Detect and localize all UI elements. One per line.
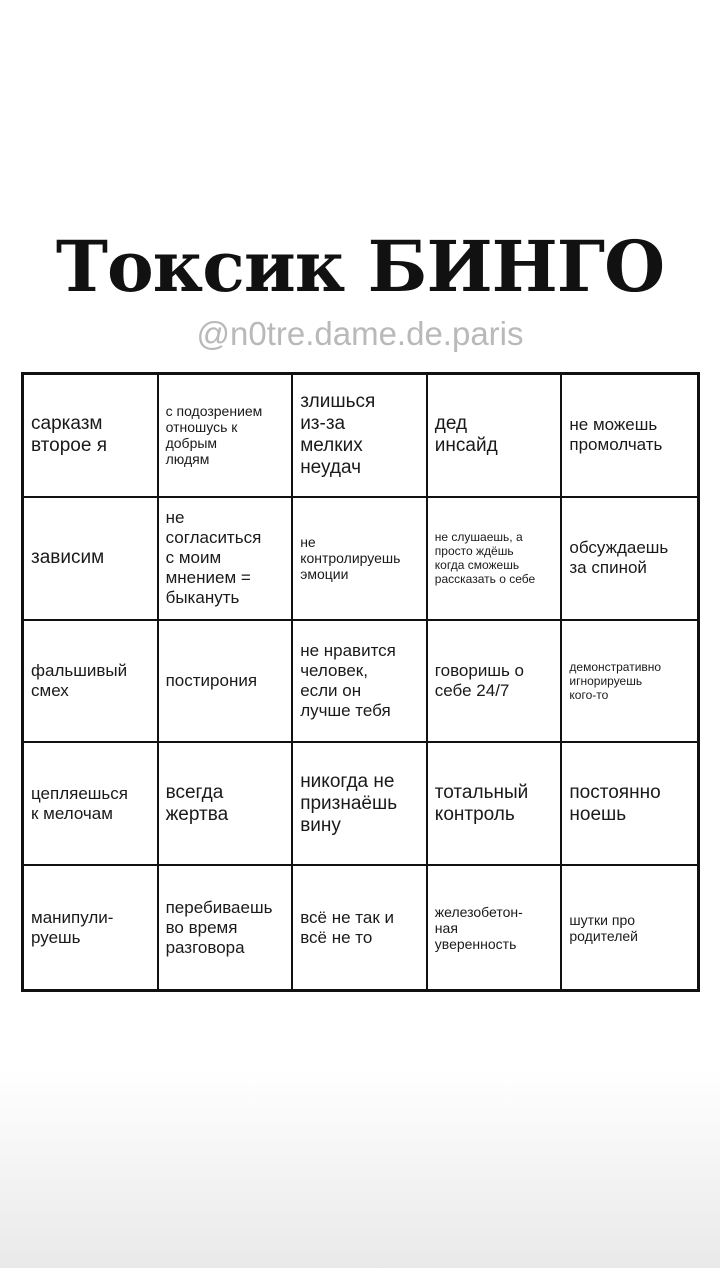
- bingo-cell[interactable]: сарказм второе я: [24, 375, 159, 498]
- bingo-cell[interactable]: дед инсайд: [428, 375, 563, 498]
- bingo-cell[interactable]: шутки про родителей: [569, 911, 638, 944]
- bingo-cell[interactable]: не слушаешь, а просто ждёшь когда сможешь рассказать о себе: [428, 498, 563, 621]
- bingo-cell[interactable]: с подозрением отношусь к добрым людям: [159, 375, 294, 498]
- bingo-cell[interactable]: зависим: [24, 498, 159, 621]
- bingo-cell[interactable]: цепляешься к мелочам: [24, 743, 159, 866]
- bingo-cell[interactable]: железобетон- ная уверенность: [428, 866, 563, 989]
- bingo-cell[interactable]: постоянно ноешь: [562, 743, 697, 866]
- bingo-cell[interactable]: никогда не признаёшь вину: [293, 743, 428, 866]
- bingo-cell[interactable]: не согласиться с моим мнением = быкануть: [159, 498, 294, 621]
- bingo-cell[interactable]: перебиваешь во время разговора: [159, 866, 294, 989]
- bingo-cell[interactable]: не контролируешь эмоции: [293, 498, 428, 621]
- bingo-cell[interactable]: постирония: [159, 621, 294, 744]
- bingo-cell[interactable]: фальшивый смех: [24, 621, 159, 744]
- bingo-cell[interactable]: злишься из-за мелких неудач: [293, 375, 428, 498]
- bingo-cell[interactable]: манипули- руешь: [24, 866, 159, 989]
- bingo-cell[interactable]: обсуждаешь за спиной: [562, 498, 697, 621]
- bingo-cell[interactable]: говоришь о себе 24/7: [428, 621, 563, 744]
- bingo-grid: [21, 372, 700, 992]
- bingo-cell[interactable]: тотальный контроль: [428, 743, 563, 866]
- bingo-cell[interactable]: не можешь промолчать: [562, 375, 697, 498]
- bingo-cell[interactable]: демонстративно игнорируешь кого-то: [562, 621, 697, 744]
- page-title: Токсик БИНГО: [55, 225, 665, 308]
- bingo-cell[interactable]: всё не так и всё не то: [293, 866, 428, 989]
- bingo-cell[interactable]: всегда жертва: [159, 743, 294, 866]
- bottom-shadow: [0, 1070, 720, 1268]
- bingo-cell[interactable]: не нравится человек, если он лучше тебя: [293, 621, 428, 744]
- author-handle: @n0tre.dame.de.paris: [196, 315, 524, 352]
